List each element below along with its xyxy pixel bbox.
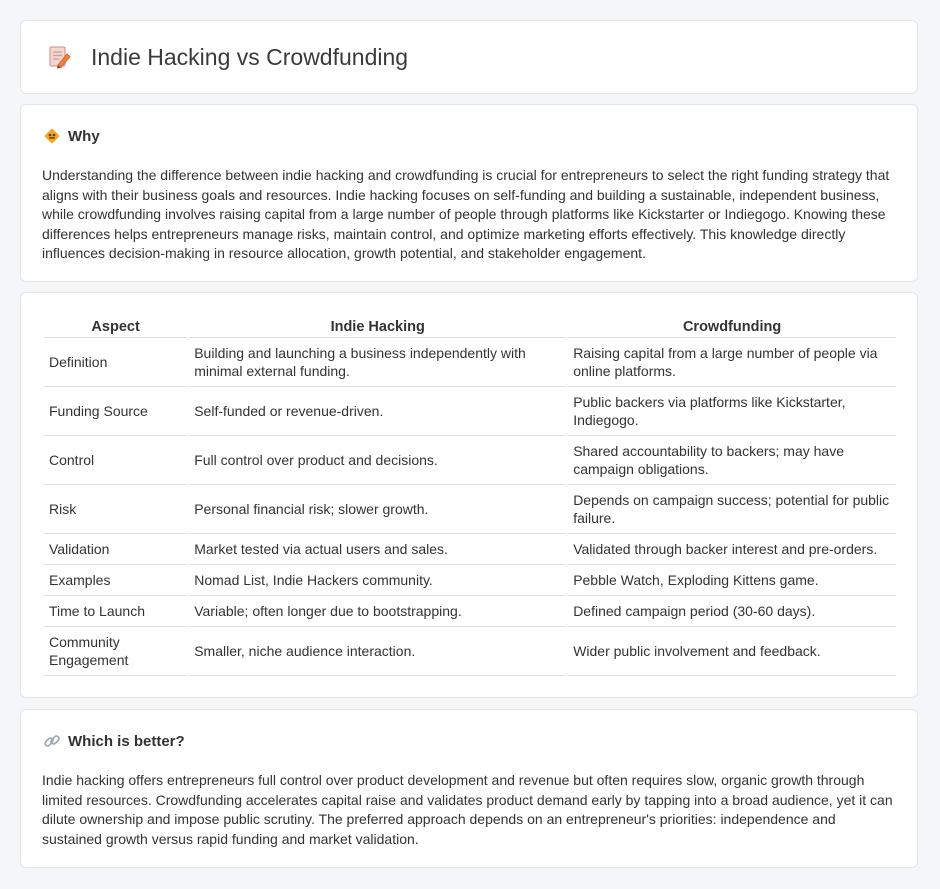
table-row <box>44 436 896 485</box>
cell-aspect: Risk <box>44 485 187 534</box>
title-card <box>20 20 918 94</box>
cell-indie: Building and launching a business independently with minimal external funding. <box>189 338 566 387</box>
cell-crowd: Shared accountability to backers; may have campaign obligations. <box>568 436 896 485</box>
table-row <box>44 338 896 387</box>
cell-crowd: Raising capital from a large number of people via online platforms. <box>568 338 896 387</box>
cell-indie: Self-funded or revenue-driven. <box>189 387 566 436</box>
comparison-table <box>42 315 898 676</box>
cell-aspect: Funding Source <box>44 387 187 436</box>
why-heading <box>43 127 100 145</box>
cell-aspect: Examples <box>44 565 187 596</box>
better-heading <box>43 732 185 750</box>
cell-indie: Full control over product and decisions. <box>189 436 566 485</box>
cell-aspect: Community Engagement <box>44 627 187 676</box>
diamond-warning-icon <box>43 127 61 145</box>
table-row <box>44 565 896 596</box>
cell-crowd: Pebble Watch, Exploding Kittens game. <box>568 565 896 596</box>
cell-aspect: Definition <box>44 338 187 387</box>
page-title: Indie Hacking vs Crowdfunding <box>91 43 409 70</box>
cell-indie: Variable; often longer due to bootstrapping. <box>189 596 566 627</box>
cell-crowd: Validated through backer interest and pre-orders. <box>568 534 896 565</box>
why-section <box>20 104 918 282</box>
which-is-better-section <box>20 709 918 868</box>
why-title: Why <box>68 127 100 145</box>
table-row <box>44 627 896 676</box>
table-header-row <box>44 315 896 338</box>
cell-aspect: Validation <box>44 534 187 565</box>
cell-crowd: Defined campaign period (30-60 days). <box>568 596 896 627</box>
better-text: Indie hacking offers entrepreneurs full control over product development and revenue but often requires slow, organic growth through limited resources. Crowdfunding accelerates capital raise and validates product demand early by tapping into a broad audience, yet it can dilute ownership and impose public scrutiny. The preferred approach depends on an entrepreneur's priorities: independence and sustained growth versus rapid funding and market validation. <box>42 772 893 847</box>
better-title: Which is better? <box>68 732 185 750</box>
document-pencil-icon <box>47 44 73 70</box>
table-row <box>44 534 896 565</box>
link-icon <box>43 732 61 750</box>
cell-aspect: Time to Launch <box>44 596 187 627</box>
table-row <box>44 596 896 627</box>
header-crowdfunding: Crowdfunding <box>568 315 896 338</box>
cell-crowd: Wider public involvement and feedback. <box>568 627 896 676</box>
cell-indie: Nomad List, Indie Hackers community. <box>189 565 566 596</box>
table-row <box>44 387 896 436</box>
cell-indie: Market tested via actual users and sales. <box>189 534 566 565</box>
cell-indie: Personal financial risk; slower growth. <box>189 485 566 534</box>
cell-crowd: Public backers via platforms like Kickstarter, Indiegogo. <box>568 387 896 436</box>
table-row <box>44 485 896 534</box>
cell-indie: Smaller, niche audience interaction. <box>189 627 566 676</box>
comparison-section <box>20 292 918 698</box>
why-text: Understanding the difference between indie hacking and crowdfunding is crucial for entrepreneurs to select the right funding strategy that aligns with their business goals and resources. Indie hacking focuses on self-funding and building a sustainable, independent business, while crowdfunding involves raising capital from a large number of people through platforms like Kickstarter or Indiegogo. Knowing these differences helps entrepreneurs manage risks, maintain control, and optimize marketing efforts effectively. This knowledge directly influences decision-making in resource allocation, growth potential, and stakeholder engagement. <box>42 167 890 261</box>
cell-crowd: Depends on campaign success; potential for public failure. <box>568 485 896 534</box>
cell-aspect: Control <box>44 436 187 485</box>
header-aspect: Aspect <box>44 315 187 338</box>
header-indie-hacking: Indie Hacking <box>189 315 566 338</box>
